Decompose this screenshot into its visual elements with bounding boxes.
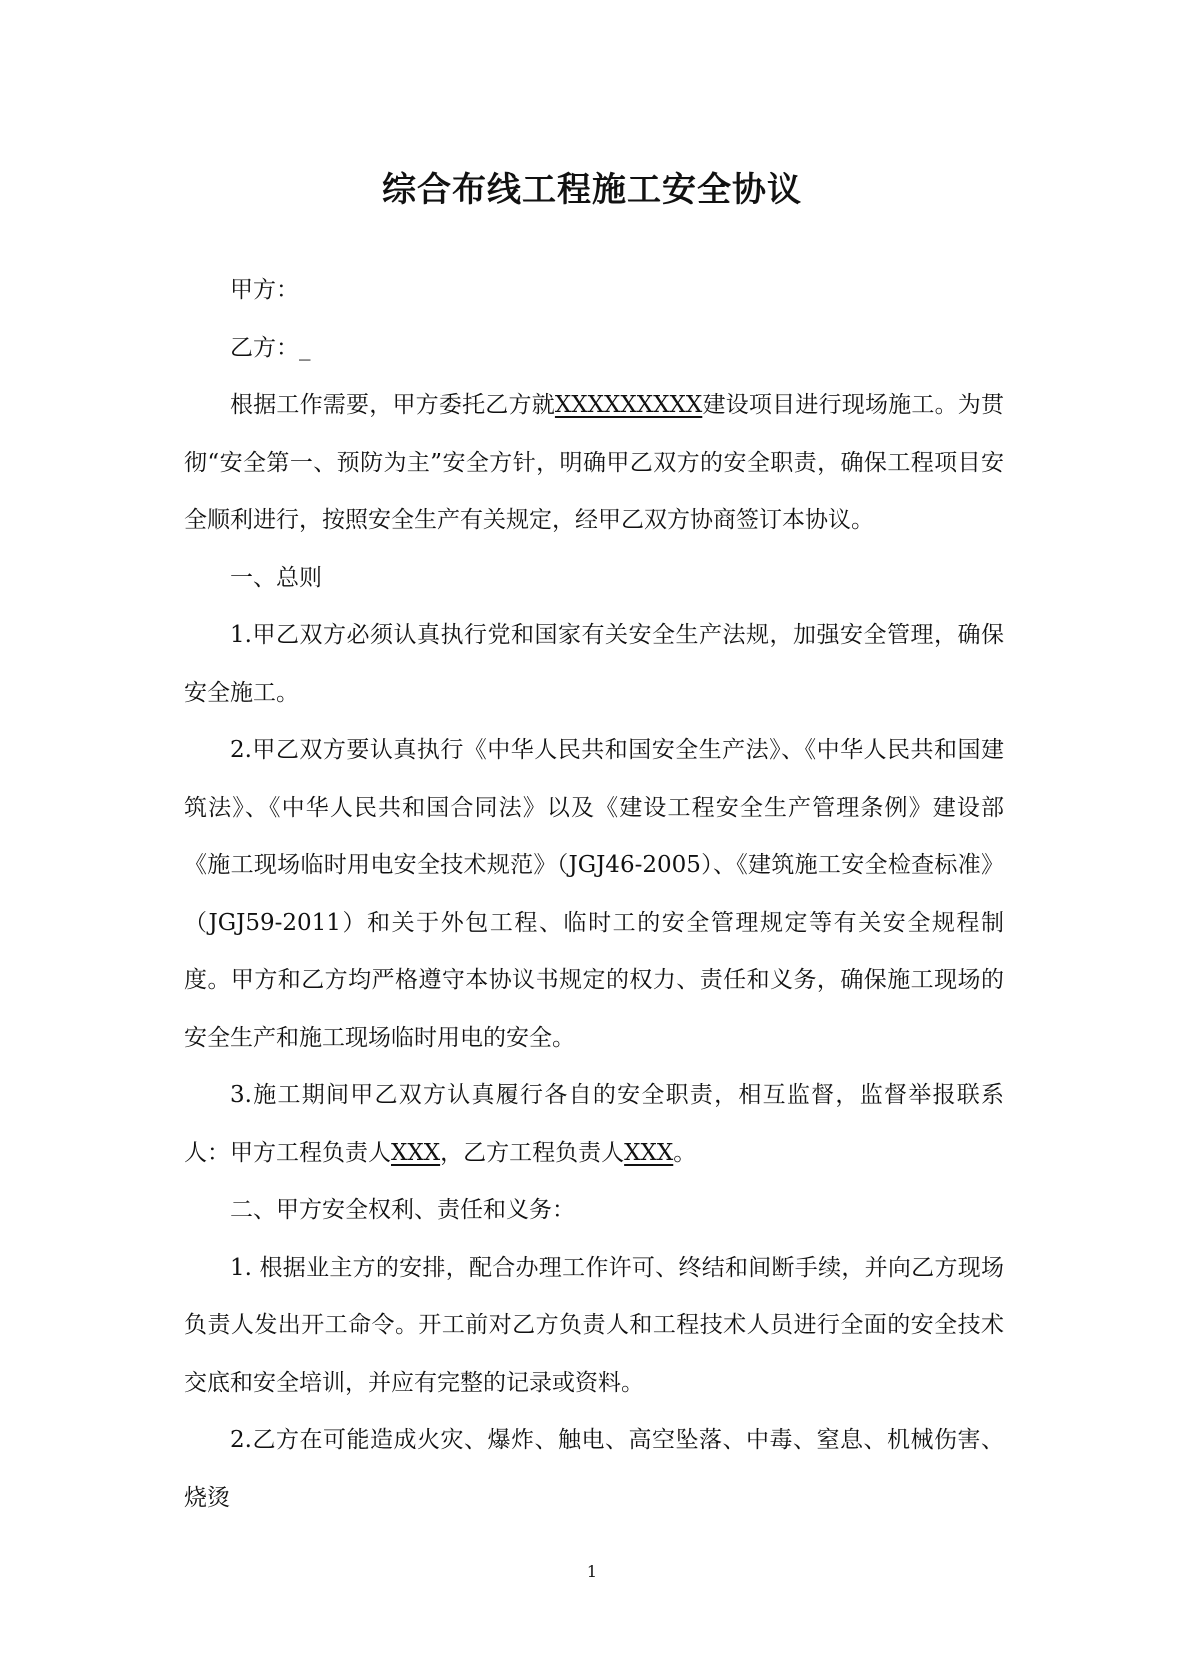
section-1-item-3: [184, 1067, 1004, 1182]
s1-item3-text-1: 3.施工期间甲乙双方认真履行各自的安全职责，相互监督，监督举报联系人：甲方工程负责人: [184, 1082, 1004, 1166]
project-name-placeholder: XXXXXXXXX: [554, 392, 703, 418]
section-1-heading: 一、总则: [230, 564, 322, 591]
party-a-line: 甲方：: [230, 277, 299, 303]
page-number: 1: [586, 1562, 598, 1581]
party-b-contact-placeholder: XXX: [624, 1139, 674, 1166]
section-1-item-2: 2.甲乙双方要认真执行《中华人民共和国安全生产法》、《中华人民共和国建筑法》、《中华人民共和国合同法》以及《建设工程安全生产管理条例》建设部《施工现场临时用电安全技术规范》（JGJ46-2005）、《建筑施工安全检查标准》（JGJ59-2011）和关于外包工程、临时工的安全管理规定等有关安全规程制度。甲方和乙方均严格遵守本协议书规定的权力、责任和义务，确保施工现场的安全生产和施工现场临时用电的安全。: [184, 737, 1004, 1051]
section-2-item-2: 2.乙方在可能造成火灾、爆炸、触电、高空坠落、中毒、窒息、机械伤害、烧烫: [184, 1427, 1004, 1511]
intro-text-1: 根据工作需要，甲方委托乙方就: [230, 392, 555, 418]
section-2-item-1: 1. 根据业主方的安排，配合办理工作许可、终结和间断手续，并向乙方现场负责人发出开工命令。开工前对乙方负责人和工程技术人员进行全面的安全技术交底和安全培训，并应有完整的记录或资料。: [184, 1254, 1004, 1396]
party-a-contact-placeholder: XXX: [391, 1139, 441, 1166]
section-2-heading: 二、甲方安全权利、责任和义务：: [230, 1197, 575, 1223]
intro-paragraph: [184, 377, 1004, 550]
s1-item3-text-2: ，乙方工程负责人: [440, 1139, 625, 1166]
document-body: [184, 262, 1004, 1527]
document-title: 综合布线工程施工安全协议: [382, 170, 802, 210]
section-1-item-1: 1.甲乙双方必须认真执行党和国家有关安全生产法规，加强安全管理，确保安全施工。: [184, 622, 1004, 706]
intro-text-2: 建设项目进行现场施工。为贯彻“安全第一、预防为主”安全方针，明确甲乙双方的安全职责，确保工程项目安全顺利进行，按照安全生产有关规定，经甲乙双方协商签订本协议。: [184, 392, 1005, 533]
party-b-line: 乙方：_: [230, 334, 311, 361]
s1-item3-text-3: 。: [673, 1139, 697, 1166]
